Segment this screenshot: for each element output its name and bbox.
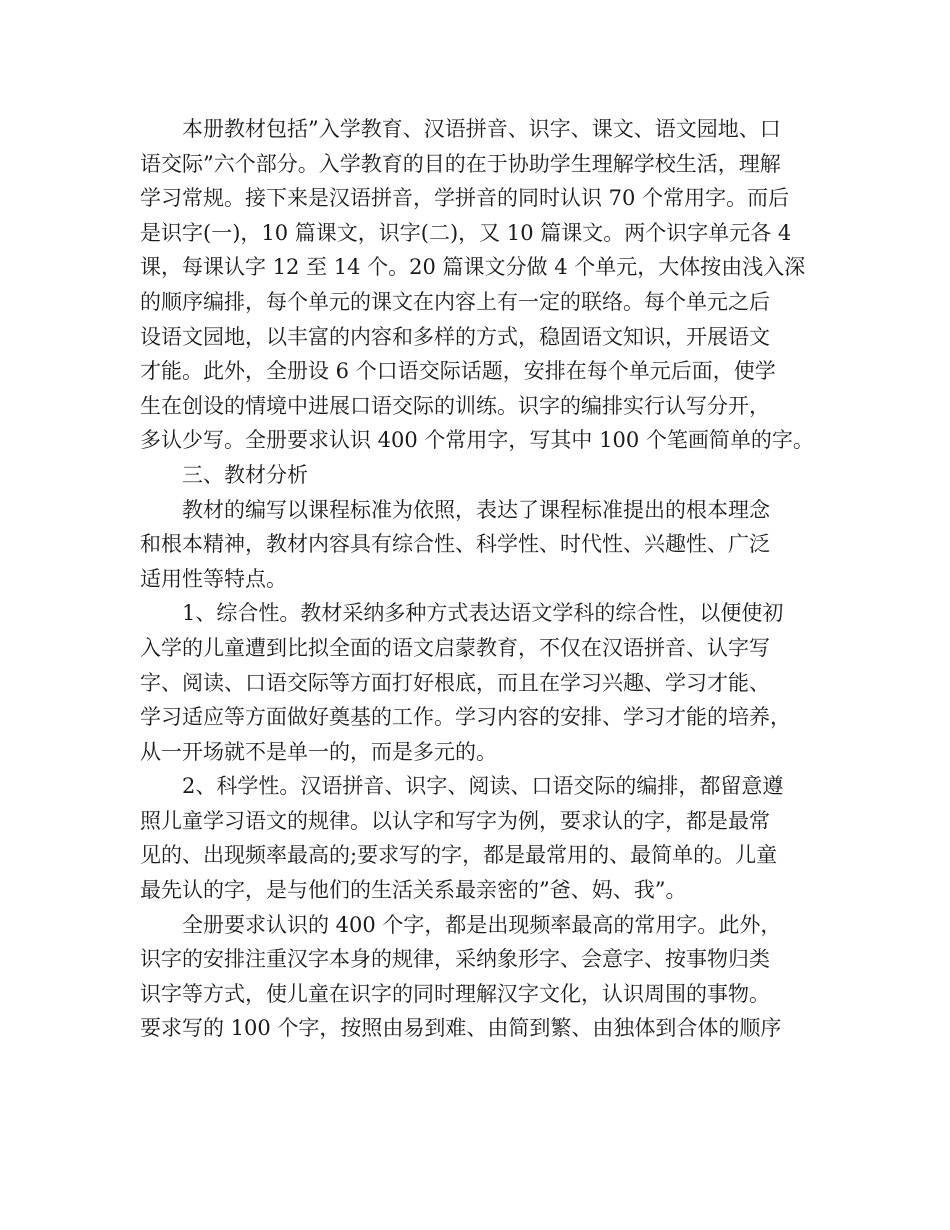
text-line: 字、阅读、口语交际等方面打好根底，而且在学习兴趣、学习才能、: [140, 670, 770, 695]
text-line: 语交际”六个部分。入学教育的目的在于协助学生理解学校生活，理解: [140, 151, 781, 176]
text-line: 学习适应等方面做好奠基的工作。学习内容的安排、学习才能的培养，: [140, 705, 791, 730]
text-line: 和根本精神，教材内容具有综合性、科学性、时代性、兴趣性、广泛: [140, 532, 770, 557]
text-line: 入学的儿童遭到比拟全面的语文启蒙教育，不仅在汉语拼音、认字写: [140, 635, 770, 660]
text-line: 适用性等特点。: [140, 566, 287, 591]
text-line: 多认少写。全册要求认识 400 个常用字，写其中 100 个笔画简单的字。: [140, 428, 814, 453]
document-page: [140, 112, 814, 1046]
text-line: 的顺序编排，每个单元的课文在内容上有一定的联络。每个单元之后: [140, 289, 770, 314]
text-line: 生在创设的情境中进展口语交际的训练。识字的编排实行认写分开，: [140, 393, 770, 418]
text-line: 识字等方式，使儿童在识字的同时理解汉字文化，认识周围的事物。: [140, 981, 770, 1006]
text-line: 见的、出现频率最高的;要求写的字，都是最常用的、最简单的。儿童: [140, 843, 778, 868]
text-line: 教材的编写以课程标准为依照，表达了课程标准提出的根本理念: [182, 497, 770, 522]
text-line: 课，每课认字 12 至 14 个。20 篇课文分做 4 个单元，大体按由浅入深: [140, 255, 806, 280]
text-line: 全册要求认识的 400 个字，都是出现频率最高的常用字。此外，: [182, 912, 782, 937]
text-line: 要求写的 100 个字，按照由易到难、由简到繁、由独体到合体的顺序: [140, 1016, 782, 1041]
text-line: 本册教材包括”入学教育、汉语拼音、识字、课文、语文园地、口: [182, 117, 781, 141]
text-line: 1、综合性。教材采纳多种方式表达语文学科的综合性，以便使初: [182, 601, 784, 626]
text-line: 2、科学性。汉语拼音、识字、阅读、口语交际的编排，都留意遵: [182, 774, 784, 799]
text-line: 照儿童学习语文的规律。以认字和写字为例，要求认的字，都是最常: [140, 808, 770, 833]
text-line: 三、教材分析: [182, 462, 308, 487]
text-line: 才能。此外，全册设 6 个口语交际话题，安排在每个单元后面，使学: [140, 359, 776, 384]
text-line: 从一开场就不是单一的，而是多元的。: [140, 739, 497, 764]
text-line: 识字的安排注重汉字本身的规律，采纳象形字、会意字、按事物归类: [140, 947, 770, 972]
text-line: 设语文园地，以丰富的内容和多样的方式，稳固语文知识，开展语文: [140, 324, 770, 349]
text-line: 是识字(一)，10 篇课文，识字(二)，又 10 篇课文。两个识字单元各 4: [140, 220, 792, 245]
text-line: 最先认的字，是与他们的生活关系最亲密的”爸、妈、我”。: [140, 878, 687, 903]
text-line: 学习常规。接下来是汉语拼音，学拼音的同时认识 70 个常用字。而后: [140, 186, 790, 211]
